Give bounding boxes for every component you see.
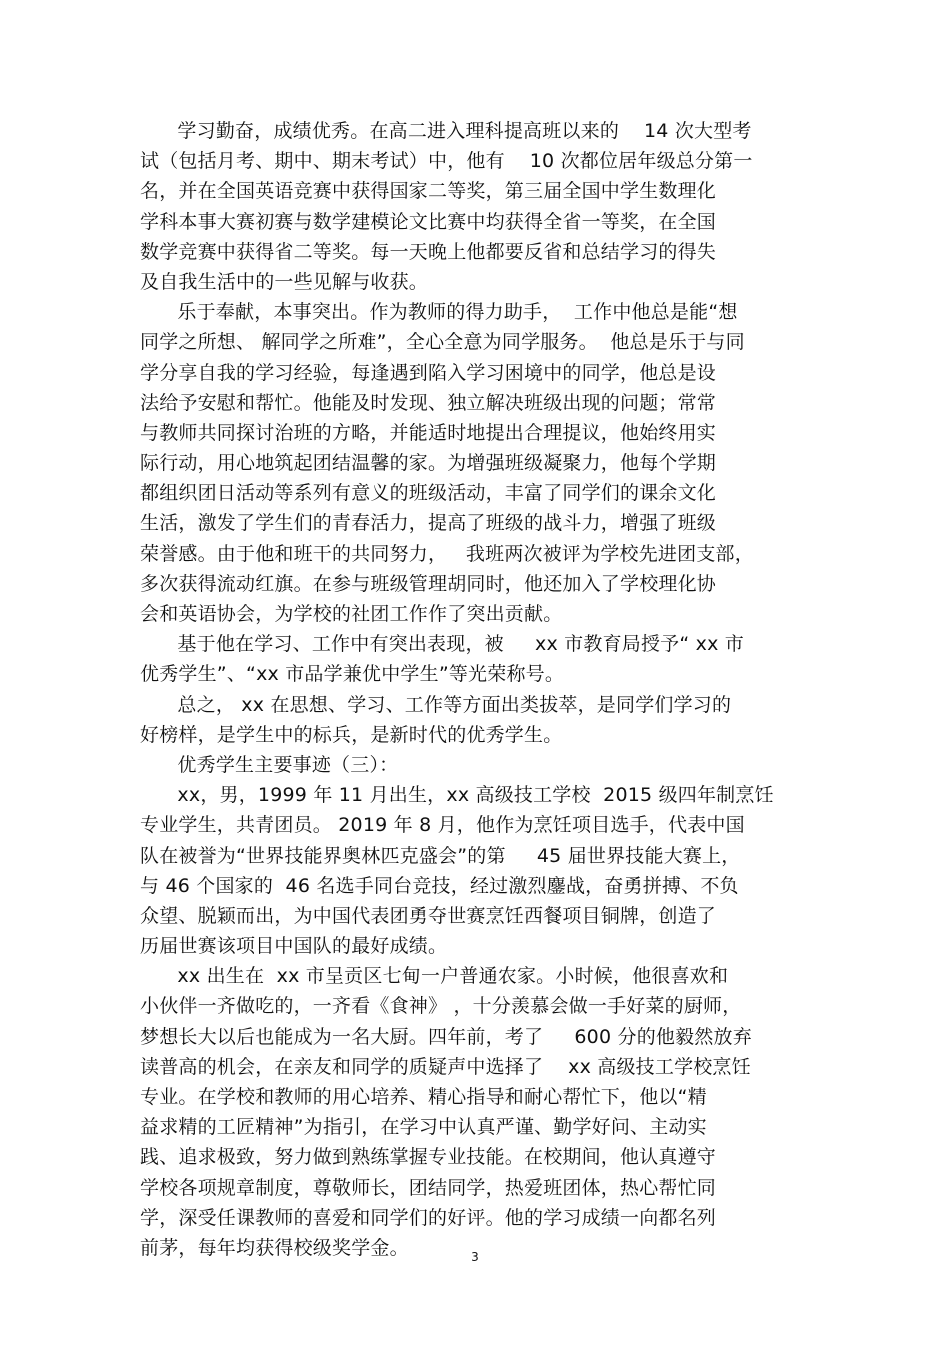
text-line: 学习勤奋，成绩优秀。在高二进入理科提高班以来的 14 次大型考 — [140, 120, 752, 142]
text-line: 乐于奉献，本事突出。作为教师的得力助手， 工作中他总是能“想 — [140, 301, 738, 324]
text-line: 名，并在全国英语竞赛中获得国家二等奖，第三届全国中学生数理化 — [140, 180, 717, 203]
text-line: 会和英语协会，为学校的社团工作作了突出贡献。 — [140, 603, 563, 625]
text-line: 学，深受任课教师的喜爱和同学们的好评。他的学习成绩一向都名列 — [140, 1206, 717, 1229]
text-line: 益求精的工匠精神”为指引，在学习中认真严谨、勤学好问、主动实 — [140, 1116, 707, 1139]
text-line: 小伙伴一齐做吃的，一齐看《食神》 ，十分羡慕会做一手好菜的厨师， — [140, 995, 742, 1018]
text-line: 梦想长大以后也能成为一名大厨。四年前，考了 600 分的他毅然放弃 — [140, 1025, 752, 1048]
text-line: 践、追求极致，努力做到熟练掌握专业技能。在校期间，他认真遵守 — [140, 1146, 717, 1169]
text-line: 前茅，每年均获得校级奖学金。 — [140, 1236, 409, 1259]
body-text — [140, 116, 840, 1263]
text-line: 学分享自我的学习经验，每逢遇到陷入学习困境中的同学，他总是设 — [140, 361, 717, 384]
text-line: 队在被誉为“世界技能界奥林匹克盛会”的第 45 届世界技能大赛上， — [140, 844, 741, 867]
text-line: 同学之所想、 解同学之所难”，全心全意为同学服务。 他总是乐于与同 — [140, 331, 745, 354]
text-line: 试（包括月考、期中、期末考试）中，他有 10 次都位居年级总分第一 — [140, 150, 753, 173]
text-line: 及自我生活中的一些见解与收获。 — [140, 270, 429, 293]
text-line: 基于他在学习、工作中有突出表现，被 xx 市教育局授予“ xx 市 — [140, 633, 744, 656]
text-line: 学校各项规章制度，尊敬师长，团结同学，热爱班团体，热心帮忙同 — [140, 1176, 717, 1199]
text-line: 优秀学生”、“xx 市品学兼优中学生”等光荣称号。 — [140, 663, 565, 686]
text-line: 专业。在学校和教师的用心培养、精心指导和耐心帮忙下，他以“精 — [140, 1086, 707, 1108]
text-line: 与 46 个国家的 46 名选手同台竞技，经过激烈鏖战，奋勇拼搏、不负 — [140, 874, 739, 897]
text-line: 都组织团日活动等系列有意义的班级活动，丰富了同学们的课余文化 — [140, 482, 717, 505]
text-line: 读普高的机会，在亲友和同学的质疑声中选择了 xx 高级技工学校烹饪 — [140, 1055, 751, 1078]
page-number: 3 — [471, 1250, 479, 1264]
text-line: xx 出生在 xx 市呈贡区七甸一户普通农家。小时候，他很喜欢和 — [140, 965, 729, 988]
text-line: 总之， xx 在思想、学习、工作等方面出类拔萃，是同学们学习的 — [140, 693, 732, 716]
text-line: 法给予安慰和帮忙。他能及时发现、独立解决班级出现的问题；常常 — [140, 391, 717, 414]
text-line: 众望、脱颖而出，为中国代表团勇夺世赛烹饪西餐项目铜牌，创造了 — [140, 904, 717, 927]
text-line: 际行动，用心地筑起团结温馨的家。为增强班级凝聚力，他每个学期 — [140, 452, 717, 475]
text-line: 历届世赛该项目中国队的最好成绩。 — [140, 935, 448, 958]
text-line: 生活，激发了学生们的青春活力，提高了班级的战斗力，增强了班级 — [140, 512, 717, 535]
text-line: 优秀学生主要事迹（三）： — [140, 753, 399, 776]
text-line: xx，男，1999 年 11 月出生，xx 高级技工学校 2015 级四年制烹饪 — [140, 784, 774, 807]
text-line: 数学竞赛中获得省二等奖。每一天晚上他都要反省和总结学习的得失 — [140, 240, 717, 263]
text-line: 专业学生，共青团员。 2019 年 8 月，他作为烹饪项目选手，代表中国 — [140, 814, 745, 837]
text-line: 多次获得流动红旗。在参与班级管理胡同时，他还加入了学校理化协 — [140, 572, 717, 595]
text-line: 学科本事大赛初赛与数学建模论文比赛中均获得全省一等奖，在全国 — [140, 210, 717, 233]
text-line: 荣誉感。由于他和班干的共同努力， 我班两次被评为学校先进团支部， — [140, 542, 754, 565]
text-line: 与教师共同探讨治班的方略，并能适时地提出合理提议，他始终用实 — [140, 421, 717, 444]
text-line: 好榜样，是学生中的标兵，是新时代的优秀学生。 — [140, 723, 563, 746]
